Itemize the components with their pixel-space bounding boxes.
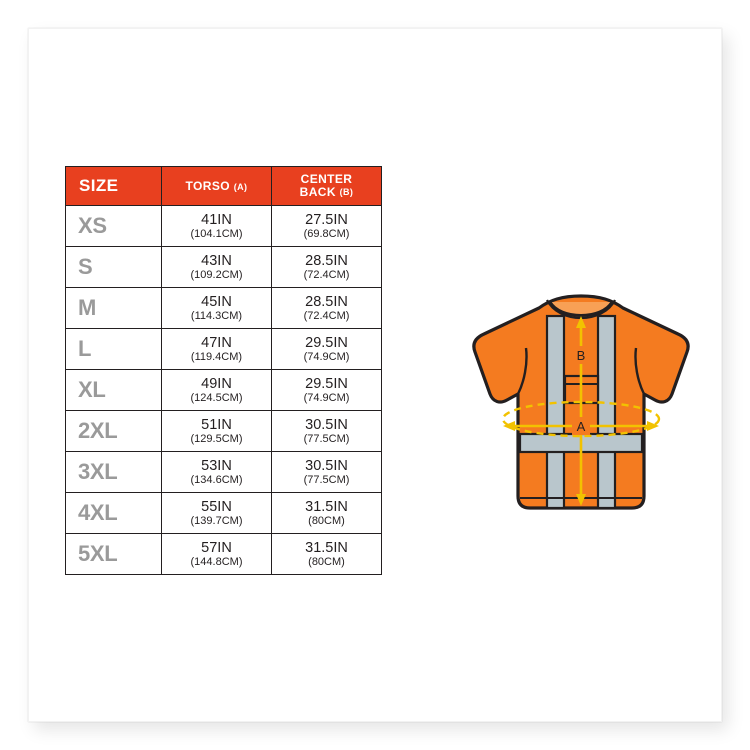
cell-torso-cm: (144.8CM) xyxy=(190,555,243,568)
cell-center-back-cm: (74.9CM) xyxy=(303,350,350,363)
table-row xyxy=(66,411,382,452)
size-chart-table xyxy=(65,166,382,575)
cell-torso xyxy=(162,370,272,411)
column-header-torso xyxy=(162,167,272,206)
column-header-torso-label: TORSO xyxy=(185,179,230,193)
cell-torso-inches: 57IN xyxy=(201,539,232,556)
column-header-size xyxy=(66,167,162,206)
column-header-center-back-sublabel: (B) xyxy=(339,187,354,198)
cell-center-back xyxy=(272,452,382,493)
cell-center-back xyxy=(272,493,382,534)
measure-b-label: B xyxy=(576,348,586,363)
cell-torso xyxy=(162,247,272,288)
column-header-center-back xyxy=(272,167,382,206)
cell-torso-inches: 51IN xyxy=(201,416,232,433)
cell-torso-inches: 53IN xyxy=(201,457,232,474)
cell-center-back-cm: (77.5CM) xyxy=(303,473,350,486)
cell-center-back-cm: (77.5CM) xyxy=(303,432,350,445)
cell-torso xyxy=(162,493,272,534)
cell-center-back-inches: 27.5IN xyxy=(305,211,348,228)
cell-torso-cm: (124.5CM) xyxy=(190,391,243,404)
table-body xyxy=(66,206,382,575)
cell-torso-cm: (114.3CM) xyxy=(190,309,243,322)
cell-size: XS xyxy=(66,206,162,247)
cell-torso-cm: (139.7CM) xyxy=(190,514,243,527)
cell-center-back xyxy=(272,370,382,411)
cell-size: L xyxy=(66,329,162,370)
cell-center-back-cm: (72.4CM) xyxy=(303,309,350,322)
cell-size: XL xyxy=(66,370,162,411)
cell-size: 2XL xyxy=(66,411,162,452)
column-header-center-back-line1: CENTER xyxy=(300,172,353,187)
column-header-size-label: SIZE xyxy=(79,176,119,195)
cell-torso-cm: (129.5CM) xyxy=(190,432,243,445)
cell-torso xyxy=(162,534,272,575)
cell-size: 5XL xyxy=(66,534,162,575)
cell-center-back xyxy=(272,247,382,288)
cell-center-back xyxy=(272,206,382,247)
cell-center-back xyxy=(272,288,382,329)
cell-torso xyxy=(162,329,272,370)
table-row xyxy=(66,534,382,575)
cell-center-back xyxy=(272,534,382,575)
cell-center-back-inches: 31.5IN xyxy=(305,539,348,556)
cell-center-back-cm: (69.8CM) xyxy=(303,227,350,240)
table-header xyxy=(66,167,382,206)
column-header-center-back-line2: BACK xyxy=(299,185,336,199)
cell-size: 3XL xyxy=(66,452,162,493)
table-row xyxy=(66,206,382,247)
cell-torso-inches: 41IN xyxy=(201,211,232,228)
cell-center-back-inches: 29.5IN xyxy=(305,375,348,392)
cell-torso-inches: 45IN xyxy=(201,293,232,310)
table-header-row xyxy=(66,167,382,206)
cell-torso xyxy=(162,452,272,493)
cell-torso-cm: (134.6CM) xyxy=(190,473,243,486)
cell-center-back-inches: 28.5IN xyxy=(305,293,348,310)
table-row xyxy=(66,247,382,288)
cell-center-back-inches: 28.5IN xyxy=(305,252,348,269)
cell-torso xyxy=(162,411,272,452)
cell-torso-cm: (119.4CM) xyxy=(190,350,243,363)
cell-center-back xyxy=(272,411,382,452)
size-chart-table-container xyxy=(65,166,365,575)
table-row xyxy=(66,329,382,370)
cell-center-back xyxy=(272,329,382,370)
table-row xyxy=(66,288,382,329)
measure-a-label: A xyxy=(576,419,586,434)
size-chart-card xyxy=(28,28,722,722)
shirt-diagram-svg xyxy=(446,286,716,546)
cell-center-back-inches: 30.5IN xyxy=(305,416,348,433)
shirt-measurement-diagram xyxy=(446,286,716,546)
cell-size: 4XL xyxy=(66,493,162,534)
cell-center-back-cm: (80CM) xyxy=(308,514,345,527)
cell-center-back-inches: 30.5IN xyxy=(305,457,348,474)
cell-torso-inches: 43IN xyxy=(201,252,232,269)
cell-center-back-cm: (80CM) xyxy=(308,555,345,568)
cell-torso-inches: 47IN xyxy=(201,334,232,351)
cell-size: M xyxy=(66,288,162,329)
cell-torso-cm: (109.2CM) xyxy=(190,268,243,281)
cell-torso xyxy=(162,288,272,329)
table-row xyxy=(66,452,382,493)
cell-torso-inches: 55IN xyxy=(201,498,232,515)
cell-center-back-cm: (72.4CM) xyxy=(303,268,350,281)
cell-center-back-inches: 29.5IN xyxy=(305,334,348,351)
cell-torso-inches: 49IN xyxy=(201,375,232,392)
table-row xyxy=(66,370,382,411)
cell-center-back-inches: 31.5IN xyxy=(305,498,348,515)
table-row xyxy=(66,493,382,534)
column-header-torso-sublabel: (A) xyxy=(233,181,248,192)
cell-torso xyxy=(162,206,272,247)
cell-size: S xyxy=(66,247,162,288)
cell-center-back-cm: (74.9CM) xyxy=(303,391,350,404)
cell-torso-cm: (104.1CM) xyxy=(190,227,243,240)
